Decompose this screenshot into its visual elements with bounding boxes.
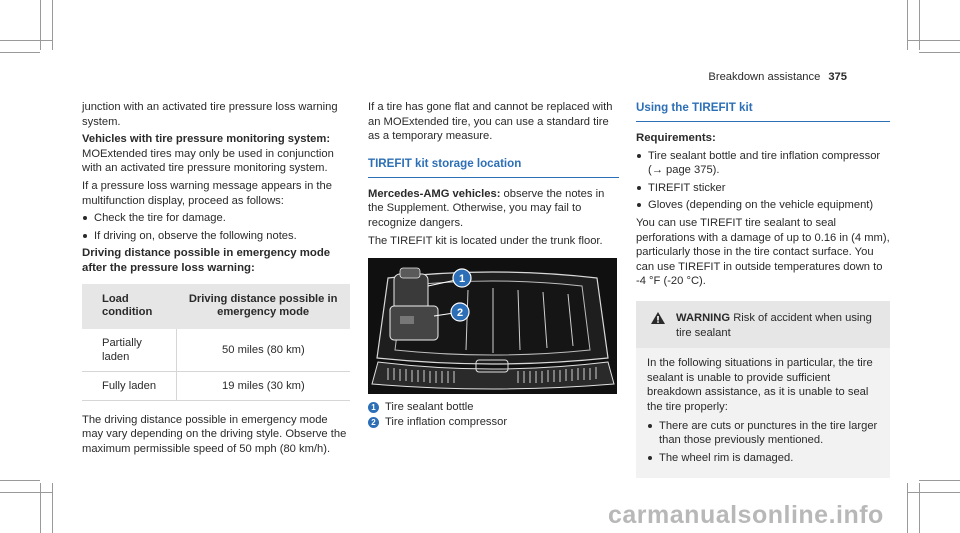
list-item-text: If driving on, observe the following notes.	[94, 229, 297, 242]
location-text: The TIREFIT kit is located under the trunk floor.	[368, 234, 603, 247]
list-item-text: The wheel rim is damaged.	[659, 451, 794, 464]
crop-mark	[0, 40, 52, 41]
table-row	[82, 371, 350, 400]
bullet-icon	[637, 203, 641, 207]
list-item	[636, 198, 890, 213]
table-header-row	[82, 284, 350, 329]
column-header: Driving distance possible in emergency mode	[176, 284, 350, 329]
list-item	[636, 149, 890, 178]
list-item	[647, 451, 880, 466]
warning-box	[636, 301, 890, 478]
amg-text: observe the notes in the Supplement. Otherwise, you may fail to recognize dangers.	[368, 187, 605, 229]
callout-1: 1	[458, 273, 466, 286]
warning-label: WARNING	[676, 311, 731, 324]
usage-text: You can use TIREFIT tire sealant to seal perforations with a damage of up to 0.16 in (4 mm), particularly those in the tire contact surface. You can use TIREFIT in outside temperatures down to -4 °F (-20 °C).	[636, 216, 890, 288]
crop-mark	[40, 483, 41, 533]
crop-mark	[907, 40, 960, 41]
bullet-icon	[83, 234, 87, 238]
column-2	[368, 100, 619, 429]
crop-mark	[907, 483, 908, 533]
table-cell: Partially laden	[82, 329, 176, 372]
legend-label: Tire inflation compressor	[385, 415, 508, 428]
intro-text: junction with an activated tire pressure loss warning system.	[82, 101, 338, 128]
after-table-text: The driving distance possible in emergency mode may vary depending on the driving style. Observe the maximum permissible speed of 50 mph (80 km/h).	[82, 413, 347, 455]
table-cell: Fully laden	[82, 371, 176, 400]
trunk-figure	[368, 258, 617, 394]
bullet-icon	[637, 154, 641, 158]
vehicles-bold: Vehicles with tire pressure monitoring system:	[82, 133, 331, 146]
crop-mark	[919, 52, 960, 53]
list-item-text: Gloves (depending on the vehicle equipment)	[648, 199, 874, 212]
list-item	[82, 229, 350, 244]
header-section: Breakdown assistance	[708, 71, 821, 83]
warning-message-text: If a pressure loss warning message appears in the multifunction display, proceed as follows:	[82, 179, 332, 207]
legend-number: 2	[368, 417, 379, 428]
crop-mark	[0, 492, 52, 493]
list-item-text: There are cuts or punctures in the tire larger than those previously mentioned.	[659, 419, 878, 447]
crop-mark	[919, 480, 960, 481]
warning-body-text: In the following situations in particular, the tire sealant is unable to provide sufficient breakdown assistance, as it is unable to seal the tire properly:	[647, 357, 873, 413]
warning-header	[636, 301, 890, 348]
crop-mark	[907, 0, 908, 50]
warning-header-text	[676, 311, 880, 340]
list-item	[647, 419, 880, 448]
bullet-icon	[637, 186, 641, 190]
section-title: TIREFIT kit storage location	[368, 156, 619, 178]
bullet-icon	[648, 424, 652, 428]
list-item	[82, 211, 350, 226]
crop-mark	[0, 480, 40, 481]
page-number: 375	[828, 71, 847, 83]
watermark: carmanualsonline.info	[608, 501, 884, 529]
legend-item	[368, 415, 619, 430]
trunk-illustration	[368, 258, 617, 394]
callout-2: 2	[456, 307, 464, 320]
list-item-text: Tire sealant bottle and tire inflation compressor (→ page 375).	[648, 149, 881, 177]
column-3	[636, 100, 890, 478]
amg-bold: Mercedes-AMG vehicles:	[368, 187, 501, 200]
section-title: Using the TIREFIT kit	[636, 100, 890, 122]
legend-number: 1	[368, 402, 379, 413]
bullet-icon	[83, 216, 87, 220]
check-list	[82, 211, 350, 243]
crop-mark	[52, 0, 53, 50]
vehicles-paragraph	[82, 132, 350, 176]
figure-legend	[368, 400, 619, 429]
crop-mark	[907, 492, 960, 493]
list-item-text: Check the tire for damage.	[94, 212, 226, 225]
table-heading: Driving distance possible in emergency mode after the pressure loss warning:	[82, 247, 331, 274]
legend-item	[368, 400, 619, 415]
requirements-label: Requirements:	[636, 132, 716, 144]
column-header: Load condition	[82, 284, 176, 329]
column-1	[82, 100, 350, 456]
warning-triangle-icon	[650, 311, 666, 325]
table-cell: 19 miles (30 km)	[176, 371, 350, 400]
crop-mark	[919, 0, 920, 50]
crop-mark	[52, 483, 53, 533]
amg-paragraph	[368, 187, 619, 231]
warning-title: Risk of accident when using tire sealant	[676, 311, 872, 339]
distance-table	[82, 284, 350, 401]
list-item-text: TIREFIT sticker	[648, 181, 726, 194]
legend-label: Tire sealant bottle	[385, 401, 474, 414]
crop-mark	[0, 52, 40, 53]
running-header	[708, 71, 847, 83]
intro-text: If a tire has gone flat and cannot be replaced with an MOExtended tire, you can use a standard tire as a temporary measure.	[368, 101, 613, 143]
requirements-list	[636, 149, 890, 213]
vehicles-text: MOExtended tires may only be used in conjunction with an activated tire pressure monitoring system.	[82, 147, 334, 175]
bullet-icon	[648, 456, 652, 460]
warning-list	[647, 419, 880, 466]
table-cell: 50 miles (80 km)	[176, 329, 350, 372]
list-item	[636, 181, 890, 196]
crop-mark	[40, 0, 41, 50]
table-row	[82, 329, 350, 372]
crop-mark	[919, 483, 920, 533]
warning-body	[636, 348, 890, 478]
